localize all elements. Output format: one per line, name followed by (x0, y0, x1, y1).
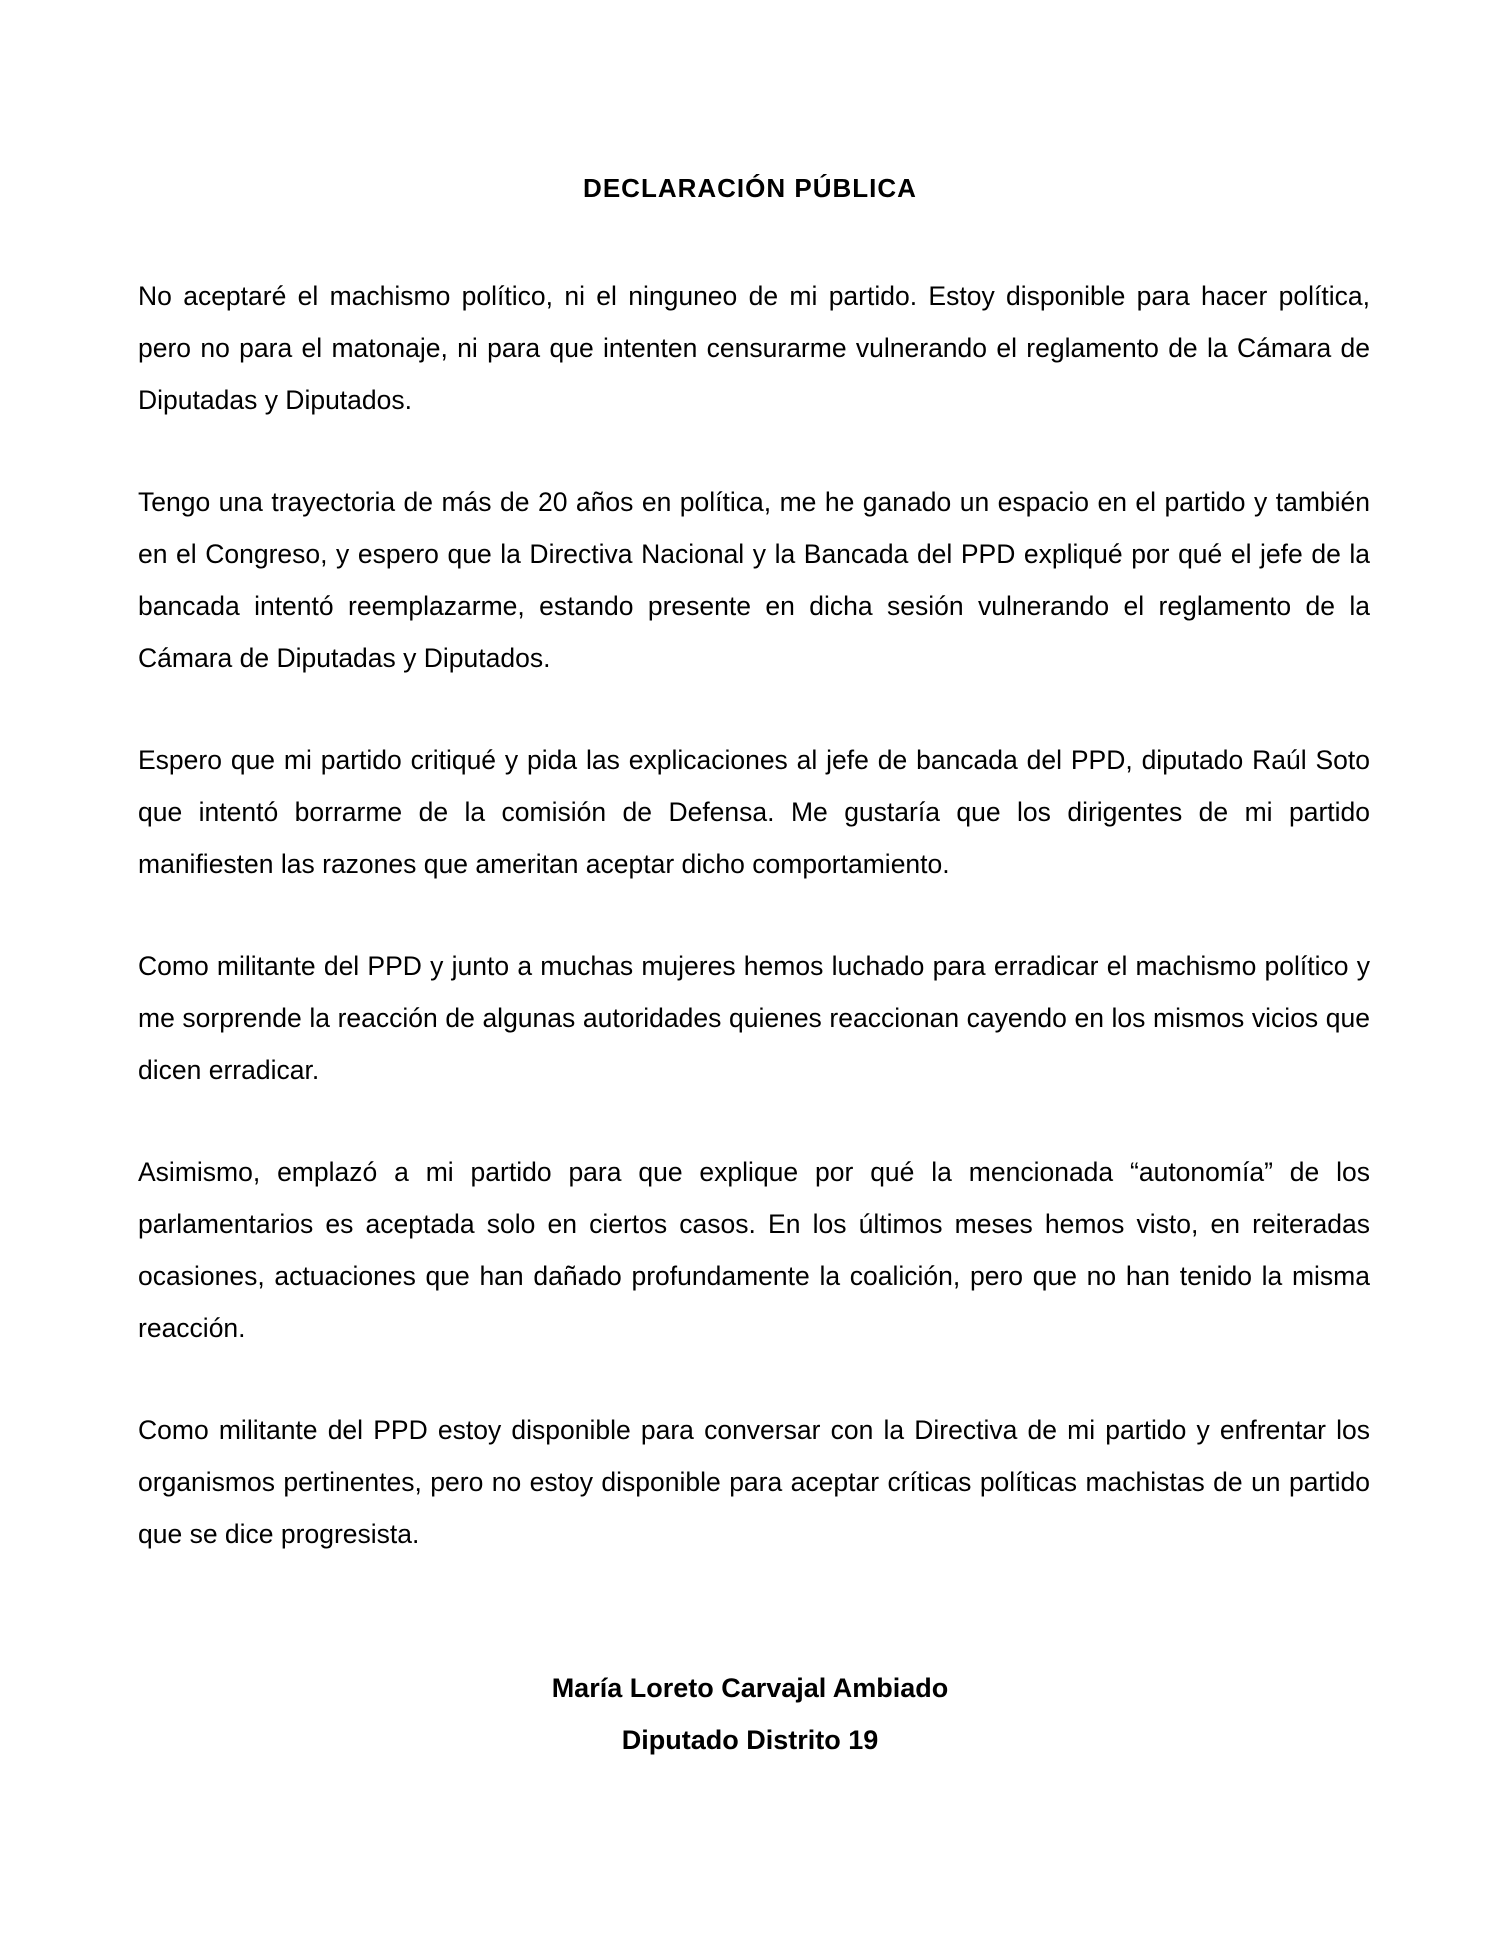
signature-block (0, 1662, 1500, 1766)
document-body (138, 270, 1370, 1610)
paragraph-5: Asimismo, emplazó a mi partido para que explique por qué la mencionada “autonomía” de los parlamentarios es aceptada solo en ciertos casos. En los últimos meses hemos visto, en reiteradas ocasiones, actuaciones que han dañado profundamente la coalición, pero que no han tenido la misma reacción. (138, 1157, 1370, 1343)
paragraph-1: No aceptaré el machismo político, ni el ninguneo de mi partido. Estoy disponible para hacer política, pero no para el matonaje, ni para que intenten censurarme vulnerando el reglamento de la Cámara de Diputadas y Diputados. (138, 281, 1370, 415)
signature-role: Diputado Distrito 19 (621, 1725, 879, 1755)
paragraph-2: Tengo una trayectoria de más de 20 años en política, me he ganado un espacio en el partido y también en el Congreso, y espero que la Directiva Nacional y la Bancada del PPD expliqué por qué el jefe de la bancada intentó reemplazarme, estando presente en dicha sesión vulnerando el reglamento de la Cámara de Diputadas y Diputados. (138, 487, 1370, 673)
paragraph-3: Espero que mi partido critiqué y pida las explicaciones al jefe de bancada del PPD, diputado Raúl Soto que intentó borrarme de la comisión de Defensa. Me gustaría que los dirigentes de mi partido manifiesten las razones que ameritan aceptar dicho comportamiento. (138, 745, 1370, 879)
document-title: DECLARACIÓN PÚBLICA (583, 173, 917, 203)
signature-name: María Loreto Carvajal Ambiado (551, 1673, 949, 1703)
paragraph-4: Como militante del PPD y junto a muchas mujeres hemos luchado para erradicar el machismo político y me sorprende la reacción de algunas autoridades quienes reaccionan cayendo en los mismos vicios que dicen erradicar. (138, 951, 1370, 1085)
paragraph-6: Como militante del PPD estoy disponible para conversar con la Directiva de mi partido y enfrentar los organismos pertinentes, pero no estoy disponible para aceptar críticas políticas machistas de un partido que se dice progresista. (138, 1415, 1370, 1549)
